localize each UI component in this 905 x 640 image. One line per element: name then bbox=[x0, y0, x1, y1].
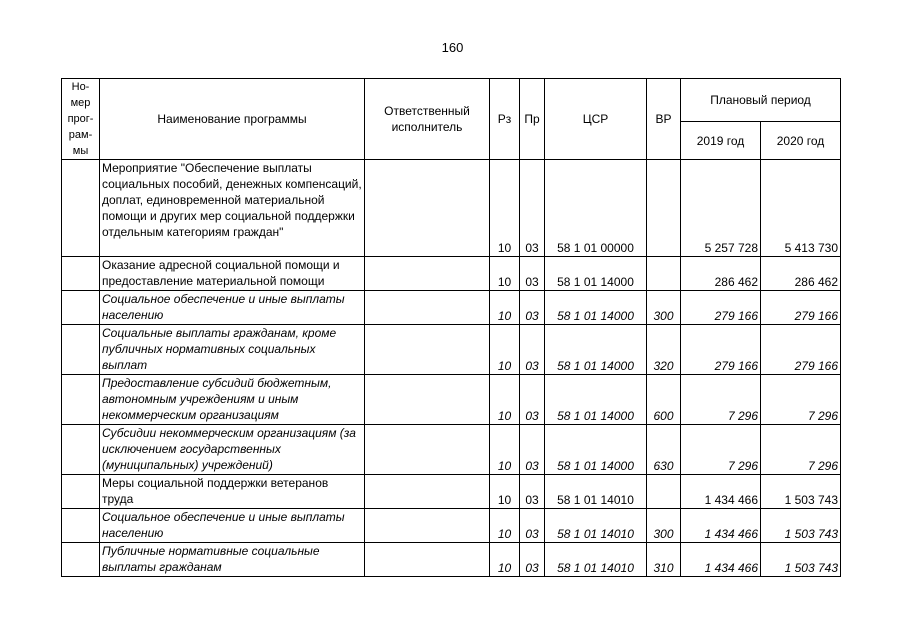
program-number-cell bbox=[62, 475, 100, 509]
program-number-cell bbox=[62, 375, 100, 425]
csr-cell: 58 1 01 14000 bbox=[545, 425, 647, 475]
rz-cell: 10 bbox=[490, 509, 520, 543]
csr-cell: 58 1 01 14010 bbox=[545, 509, 647, 543]
amount-2020-cell: 1 503 743 bbox=[761, 475, 841, 509]
program-name-cell: Социальное обеспечение и иные выплаты населению bbox=[100, 291, 365, 325]
program-name-cell: Социальные выплаты гражданам, кроме публичных нормативных социальных выплат bbox=[100, 325, 365, 375]
table-row bbox=[62, 509, 841, 543]
vr-cell bbox=[647, 475, 681, 509]
header-program-name: Наименование программы bbox=[100, 79, 365, 160]
pr-cell: 03 bbox=[520, 291, 545, 325]
amount-2019-cell: 1 434 466 bbox=[681, 509, 761, 543]
budget-table bbox=[61, 78, 841, 577]
rz-cell: 10 bbox=[490, 160, 520, 257]
executor-cell bbox=[365, 375, 490, 425]
rz-cell: 10 bbox=[490, 291, 520, 325]
amount-2019-cell: 5 257 728 bbox=[681, 160, 761, 257]
program-name-cell: Меры социальной поддержки ветеранов труда bbox=[100, 475, 365, 509]
header-vr: ВР bbox=[647, 79, 681, 160]
table-row bbox=[62, 160, 841, 257]
program-number-cell bbox=[62, 425, 100, 475]
rz-cell: 10 bbox=[490, 325, 520, 375]
table-row bbox=[62, 475, 841, 509]
header-csr: ЦСР bbox=[545, 79, 647, 160]
amount-2019-cell: 279 166 bbox=[681, 291, 761, 325]
pr-cell: 03 bbox=[520, 475, 545, 509]
executor-cell bbox=[365, 160, 490, 257]
page-number: 160 bbox=[441, 40, 464, 55]
vr-cell: 320 bbox=[647, 325, 681, 375]
pr-cell: 03 bbox=[520, 375, 545, 425]
amount-2019-cell: 286 462 bbox=[681, 257, 761, 291]
amount-2019-cell: 7 296 bbox=[681, 425, 761, 475]
table-row bbox=[62, 257, 841, 291]
csr-cell: 58 1 01 00000 bbox=[545, 160, 647, 257]
vr-cell: 310 bbox=[647, 543, 681, 577]
amount-2019-cell: 1 434 466 bbox=[681, 475, 761, 509]
rz-cell: 10 bbox=[490, 543, 520, 577]
program-number-cell bbox=[62, 160, 100, 257]
executor-cell bbox=[365, 509, 490, 543]
rz-cell: 10 bbox=[490, 425, 520, 475]
amount-2020-cell: 1 503 743 bbox=[761, 509, 841, 543]
executor-cell bbox=[365, 425, 490, 475]
vr-cell: 300 bbox=[647, 291, 681, 325]
program-name-cell: Предоставление субсидий бюджетным, автономным учреждениям и иным некоммерческим организациям bbox=[100, 375, 365, 425]
rz-cell: 10 bbox=[490, 257, 520, 291]
csr-cell: 58 1 01 14000 bbox=[545, 325, 647, 375]
executor-cell bbox=[365, 543, 490, 577]
amount-2020-cell: 5 413 730 bbox=[761, 160, 841, 257]
program-name-cell: Оказание адресной социальной помощи и предоставление материальной помощи bbox=[100, 257, 365, 291]
vr-cell bbox=[647, 160, 681, 257]
csr-cell: 58 1 01 14000 bbox=[545, 291, 647, 325]
executor-cell bbox=[365, 291, 490, 325]
amount-2019-cell: 279 166 bbox=[681, 325, 761, 375]
rz-cell: 10 bbox=[490, 475, 520, 509]
pr-cell: 03 bbox=[520, 543, 545, 577]
executor-cell bbox=[365, 475, 490, 509]
header-year-2020: 2020 год bbox=[761, 122, 841, 160]
amount-2020-cell: 286 462 bbox=[761, 257, 841, 291]
header-executor: Ответственный исполнитель bbox=[365, 79, 490, 160]
table-row bbox=[62, 325, 841, 375]
csr-cell: 58 1 01 14000 bbox=[545, 257, 647, 291]
vr-cell: 600 bbox=[647, 375, 681, 425]
program-number-cell bbox=[62, 291, 100, 325]
rz-cell: 10 bbox=[490, 375, 520, 425]
amount-2020-cell: 7 296 bbox=[761, 375, 841, 425]
pr-cell: 03 bbox=[520, 257, 545, 291]
csr-cell: 58 1 01 14010 bbox=[545, 543, 647, 577]
header-pr: Пр bbox=[520, 79, 545, 160]
vr-cell bbox=[647, 257, 681, 291]
table-row bbox=[62, 543, 841, 577]
executor-cell bbox=[365, 325, 490, 375]
pr-cell: 03 bbox=[520, 325, 545, 375]
amount-2019-cell: 1 434 466 bbox=[681, 543, 761, 577]
header-year-2019: 2019 год bbox=[681, 122, 761, 160]
pr-cell: 03 bbox=[520, 509, 545, 543]
table-row bbox=[62, 291, 841, 325]
amount-2020-cell: 1 503 743 bbox=[761, 543, 841, 577]
amount-2020-cell: 7 296 bbox=[761, 425, 841, 475]
program-name-cell: Социальное обеспечение и иные выплаты населению bbox=[100, 509, 365, 543]
vr-cell: 630 bbox=[647, 425, 681, 475]
program-number-cell bbox=[62, 325, 100, 375]
program-name-cell: Публичные нормативные социальные выплаты гражданам bbox=[100, 543, 365, 577]
amount-2020-cell: 279 166 bbox=[761, 291, 841, 325]
executor-cell bbox=[365, 257, 490, 291]
header-program-number: Но-мер прог-рам-мы bbox=[62, 79, 100, 160]
program-number-cell bbox=[62, 543, 100, 577]
program-number-cell bbox=[62, 257, 100, 291]
amount-2019-cell: 7 296 bbox=[681, 375, 761, 425]
vr-cell: 300 bbox=[647, 509, 681, 543]
csr-cell: 58 1 01 14000 bbox=[545, 375, 647, 425]
table-row bbox=[62, 425, 841, 475]
amount-2020-cell: 279 166 bbox=[761, 325, 841, 375]
program-name-cell: Мероприятие "Обеспечение выплаты социальных пособий, денежных компенсаций, доплат, единовременной материальной помощи и других мер социальной поддержки отдельным категориям граждан" bbox=[100, 160, 365, 257]
header-planned-period: Плановый период bbox=[681, 79, 841, 122]
program-number-cell bbox=[62, 509, 100, 543]
pr-cell: 03 bbox=[520, 160, 545, 257]
header-rz: Рз bbox=[490, 79, 520, 160]
program-name-cell: Субсидии некоммерческим организациям (за исключением государственных (муниципальных) учреждений) bbox=[100, 425, 365, 475]
table-row bbox=[62, 375, 841, 425]
csr-cell: 58 1 01 14010 bbox=[545, 475, 647, 509]
pr-cell: 03 bbox=[520, 425, 545, 475]
